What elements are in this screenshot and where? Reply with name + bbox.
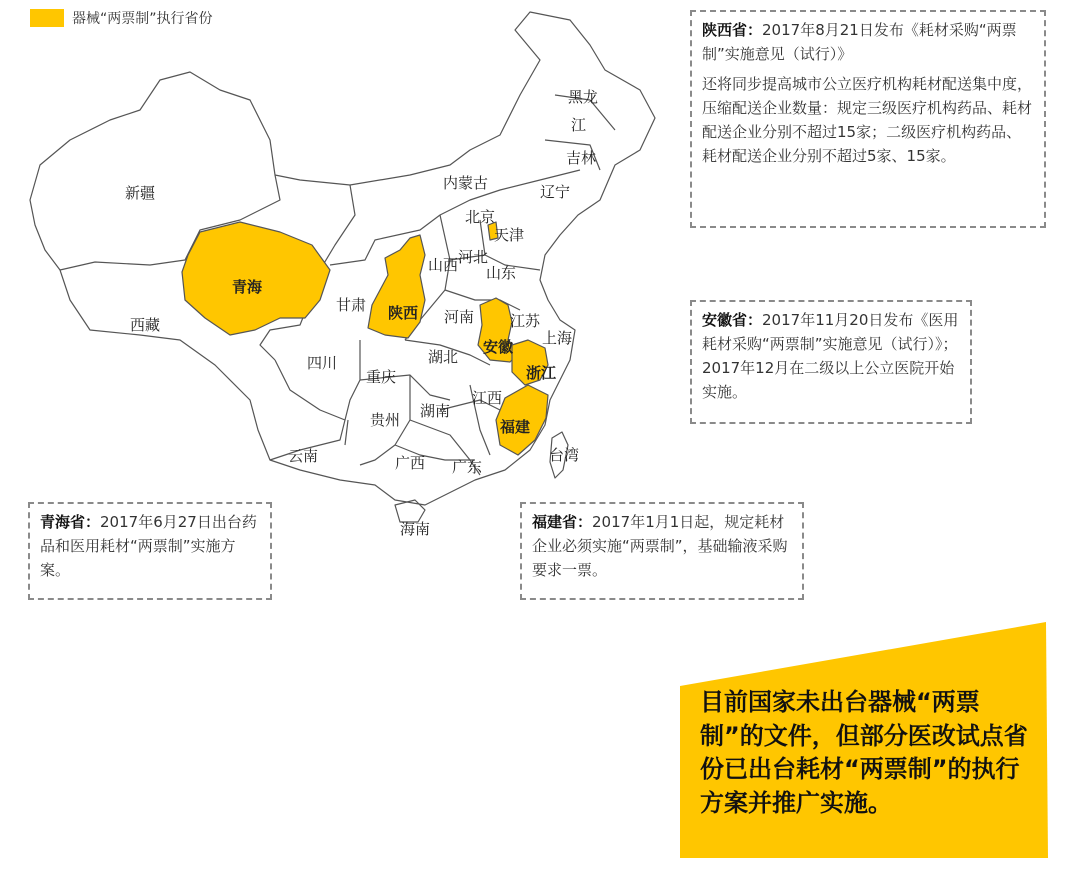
- label-guangdong: 广东: [452, 458, 483, 476]
- label-heilongjiang-2: 江: [571, 116, 587, 134]
- label-guizhou: 贵州: [370, 411, 401, 429]
- label-tianjin: 天津: [494, 226, 525, 244]
- label-yunnan: 云南: [288, 447, 319, 465]
- label-shanxi: 山西: [428, 256, 459, 274]
- label-guangxi: 广西: [395, 454, 426, 472]
- label-xinjiang: 新疆: [125, 184, 156, 202]
- label-sichuan: 四川: [307, 354, 338, 372]
- label-liaoning: 辽宁: [540, 183, 571, 201]
- label-hebei: 河北: [458, 248, 489, 266]
- callout-shaanxi-text: 2017年8月21日发布《耗材采购“两票制”实施意见（试行）》: [702, 21, 1017, 63]
- label-neimenggu: 内蒙古: [443, 174, 489, 192]
- label-qinghai: 青海: [232, 278, 263, 296]
- label-beijing: 北京: [465, 208, 496, 226]
- legend-label: 器械“两票制”执行省份: [72, 11, 213, 27]
- label-hainan: 海南: [400, 520, 431, 538]
- callout-fujian-text: 2017年1月1日起，规定耗材企业必须实施“两票制”，基础输液采购要求一票。: [532, 513, 788, 579]
- label-shandong: 山东: [486, 264, 517, 282]
- label-hunan: 湖南: [420, 402, 451, 420]
- label-fujian: 福建: [500, 418, 531, 436]
- label-shaanxi: 陕西: [388, 304, 419, 322]
- callout-qinghai-text: 2017年6月27日出台药品和医用耗材“两票制”实施方案。: [40, 513, 257, 579]
- label-gansu: 甘肃: [336, 296, 367, 314]
- label-xizang: 西藏: [130, 316, 161, 334]
- label-zhejiang: 浙江: [526, 364, 557, 382]
- label-jiangsu: 江苏: [510, 312, 541, 330]
- label-heilongjiang-1: 黑龙: [568, 88, 599, 106]
- label-henan: 河南: [444, 308, 475, 326]
- callout-shaanxi-detail: 还将同步提高城市公立医疗机构耗材配送集中度，压缩配送企业数量：规定三级医疗机构药品、耗材配送企业分别不超过15家；二级医疗机构药品、耗材配送企业分别不超过5家、15家。: [702, 75, 1033, 165]
- label-anhui: 安徽: [483, 338, 514, 356]
- label-hubei: 湖北: [428, 348, 459, 366]
- callout-anhui-title: 安徽省：: [702, 311, 763, 329]
- label-jiangxi: 江西: [472, 389, 503, 407]
- callout-anhui-text: 2017年11月20日发布《医用耗材采购“两票制”实施意见（试行）》；2017年12月在二级以上公立医院开始实施。: [702, 311, 959, 401]
- label-chongqing: 重庆: [366, 368, 397, 386]
- callout-shaanxi-title: 陕西省：: [702, 21, 763, 39]
- callout-qinghai-title: 青海省：: [40, 513, 101, 531]
- callout-fujian-title: 福建省：: [532, 513, 593, 531]
- label-jilin: 吉林: [566, 149, 597, 167]
- label-shanghai: 上海: [542, 329, 573, 347]
- label-taiwan: 台湾: [549, 446, 580, 464]
- summary-note: 目前国家未出台器械“两票制”的文件，但部分医改试点省份已出台耗材“两票制”的执行方案并推广实施。: [700, 688, 1028, 817]
